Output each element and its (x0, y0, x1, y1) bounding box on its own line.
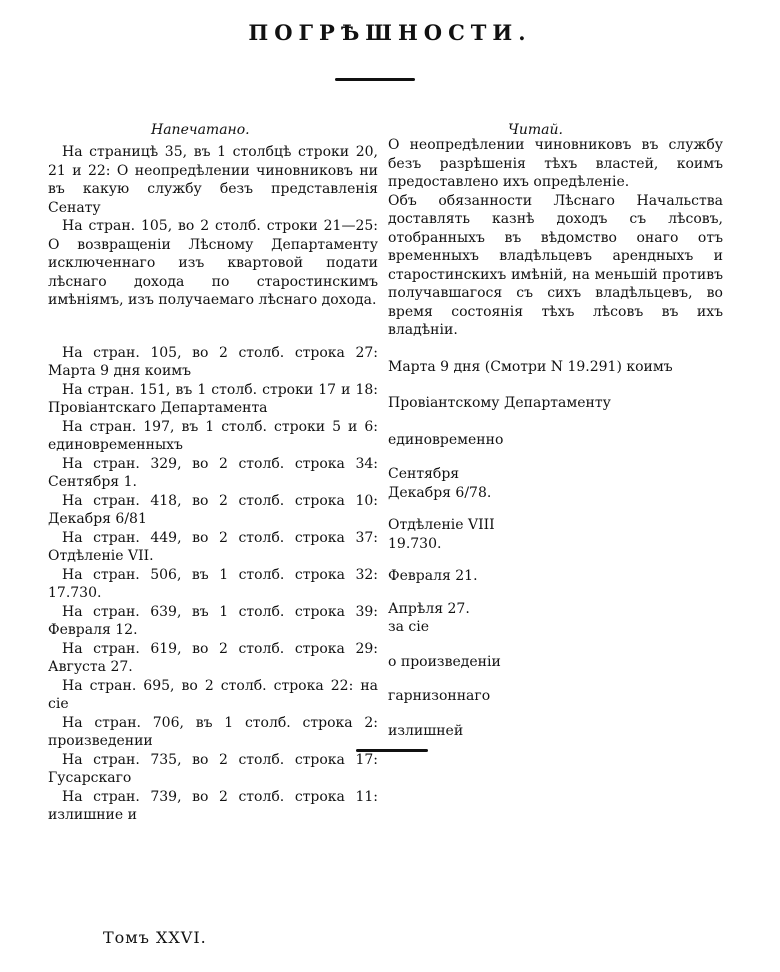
printed-entry: На стран. 619, во 2 столб. строка 29: Августа 27. (48, 640, 378, 675)
correction-entry: Объ обязанности Лѣснаго Начальства доставлять казнѣ доходъ съ лѣсовъ, отобранныхъ въ вѣдомство онаго отъ временныхъ владѣльцевъ арендныхъ и старостинскихъ имѣній, на меньшій противъ получавшагося съ сихъ владѣльцевъ, во время состоянія тѣхъ лѣсовъ въ ихъ владѣніи. (388, 192, 723, 338)
correction-entry: Декабря 6/78. (388, 484, 492, 501)
correction-entry: Сентября (388, 466, 460, 482)
printed-entry: На стран. 197, въ 1 столб. строки 5 и 6: единовременныхъ (48, 418, 378, 453)
printed-entry: На стран. 695, во 2 столб. строка 22: на сіе (48, 677, 378, 712)
printed-entry: На стран. 105, во 2 столб. строки 21—25: О возвращеніи Лѣсному Департаменту исключеннаго изъ квартовой подати лѣснаго дохода по старостинскимъ имѣніямъ, изъ получаемаго лѣснаго дохода. (48, 218, 378, 308)
correction-entry: излишней (388, 722, 464, 739)
corrections-column (388, 136, 723, 740)
correction-entry: Февраля 21. (388, 568, 478, 584)
correction-entry: гарнизоннаго (388, 688, 491, 704)
correction-entry: о произведеніи (388, 653, 501, 670)
correction-entry: 19.730. (388, 535, 442, 552)
title-rule (335, 78, 415, 81)
printed-entry: На стран. 418, во 2 столб. строка 10: Декабря 6/81 (48, 492, 378, 527)
printed-entry: На стран. 735, во 2 столб. строка 17: Гусарскаго (48, 751, 378, 786)
printed-entry: На страницѣ 35, въ 1 столбцѣ строки 20, 21 и 22: О неопредѣлении чиновниковъ ни въ какую службу безъ представленія Сенату (48, 144, 378, 216)
volume-label: Томъ XXVI. (103, 928, 207, 947)
printed-entry: На стран. 105, во 2 столб. строка 27: Марта 9 дня коимъ (48, 344, 378, 379)
printed-entry: На стран. 739, во 2 столб. строка 11: излишние и (48, 788, 378, 823)
correction-entry: Отдѣленіе VIII (388, 517, 495, 533)
printed-entry: На стран. 706, въ 1 столб. строка 2: произведении (48, 714, 378, 749)
page-title: ПОГРѢШНОСТИ. (248, 20, 532, 45)
printed-column (48, 143, 378, 825)
printed-entry: На стран. 151, въ 1 столб. строки 17 и 18: Провіантскаго Департамента (48, 381, 378, 416)
correction-entry: за сіе (388, 619, 430, 635)
correction-entry: Провіантскому Департаменту (388, 395, 611, 411)
printed-entry: На стран. 506, въ 1 столб. строка 32: 17.730. (48, 566, 378, 601)
printed-entry: На стран. 639, въ 1 столб. строка 39: Февраля 12. (48, 603, 378, 638)
printed-column-header: Напечатано. (151, 122, 250, 138)
correction-entry: единовременно (388, 431, 504, 448)
correction-entry: О неопредѣлении чиновниковъ въ службу безъ разрѣшенія тѣхъ властей, коимъ предоставлено ихъ опредѣленіе. (388, 137, 723, 190)
closing-rule (356, 749, 428, 752)
corrections-column-header: Читай. (508, 122, 563, 138)
printed-entry: На стран. 449, во 2 столб. строка 37: Отдѣленіе VII. (48, 529, 378, 564)
correction-entry: Марта 9 дня (Смотри N 19.291) коимъ (388, 358, 673, 375)
correction-entry: Апрѣля 27. (388, 600, 470, 617)
printed-entry: На стран. 329, во 2 столб. строка 34: Сентября 1. (48, 455, 378, 490)
